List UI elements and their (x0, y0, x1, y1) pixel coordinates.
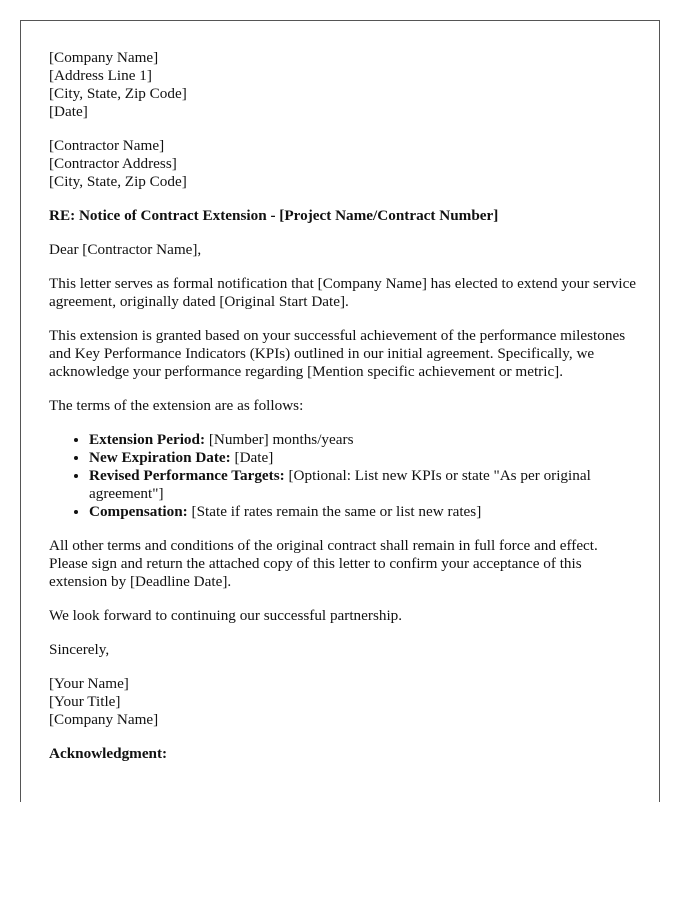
signoff: Sincerely, (49, 641, 110, 658)
term-value: [State if rates remain the same or list new rates] (187, 503, 482, 520)
acknowledgment-heading: Acknowledgment: (49, 745, 168, 762)
signer-company: [Company Name] (49, 711, 159, 728)
extension-terms-list (49, 431, 637, 521)
signer-title: [Your Title] (49, 693, 121, 710)
recipient-name: [Contractor Name] (49, 137, 165, 154)
term-value: [Optional: List new KPIs or state "As per original agreement"] (89, 467, 591, 502)
subject-line: RE: Notice of Contract Extension - [Project Name/Contract Number] (49, 207, 499, 224)
term-label: Revised Performance Targets: (89, 467, 285, 484)
sender-address-line-1: [Address Line 1] (49, 67, 152, 84)
term-value: [Date] (230, 449, 274, 466)
recipient-address: [Contractor Address] (49, 155, 177, 172)
letter-page (20, 20, 660, 802)
list-item (89, 449, 637, 467)
sender-company-name: [Company Name] (49, 49, 159, 66)
term-label: Extension Period: (89, 431, 206, 448)
signature-block (49, 675, 637, 729)
recipient-address-block (49, 137, 637, 191)
body-paragraph-notification: This letter serves as formal notification that [Company Name] has elected to extend your service agreement, originally dated [Original Start Date]. (49, 275, 637, 310)
body-paragraph-partnership: We look forward to continuing our successful partnership. (49, 607, 403, 624)
recipient-city-state-zip: [City, State, Zip Code] (49, 173, 187, 190)
letter-date: [Date] (49, 103, 88, 120)
body-paragraph-remaining-terms: All other terms and conditions of the original contract shall remain in full force and effect. Please sign and return the attached copy of this letter to confirm your acceptance of this extension by [Deadline Date]. (49, 537, 598, 590)
list-item (89, 503, 637, 521)
list-item (89, 467, 637, 503)
body-paragraph-justification: This extension is granted based on your successful achievement of the performance milestones and Key Performance Indicators (KPIs) outlined in our initial agreement. Specifically, we acknowledge your performance regarding [Mention specific achievement or metric]. (49, 327, 626, 380)
term-label: New Expiration Date: (89, 449, 231, 466)
term-label: Compensation: (89, 503, 188, 520)
signer-name: [Your Name] (49, 675, 129, 692)
term-value: [Number] months/years (205, 431, 354, 448)
letter-content (49, 49, 637, 779)
sender-address-block (49, 49, 637, 121)
body-paragraph-terms-intro: The terms of the extension are as follows: (49, 397, 304, 414)
list-item (89, 431, 637, 449)
sender-city-state-zip: [City, State, Zip Code] (49, 85, 187, 102)
salutation: Dear [Contractor Name], (49, 241, 202, 258)
